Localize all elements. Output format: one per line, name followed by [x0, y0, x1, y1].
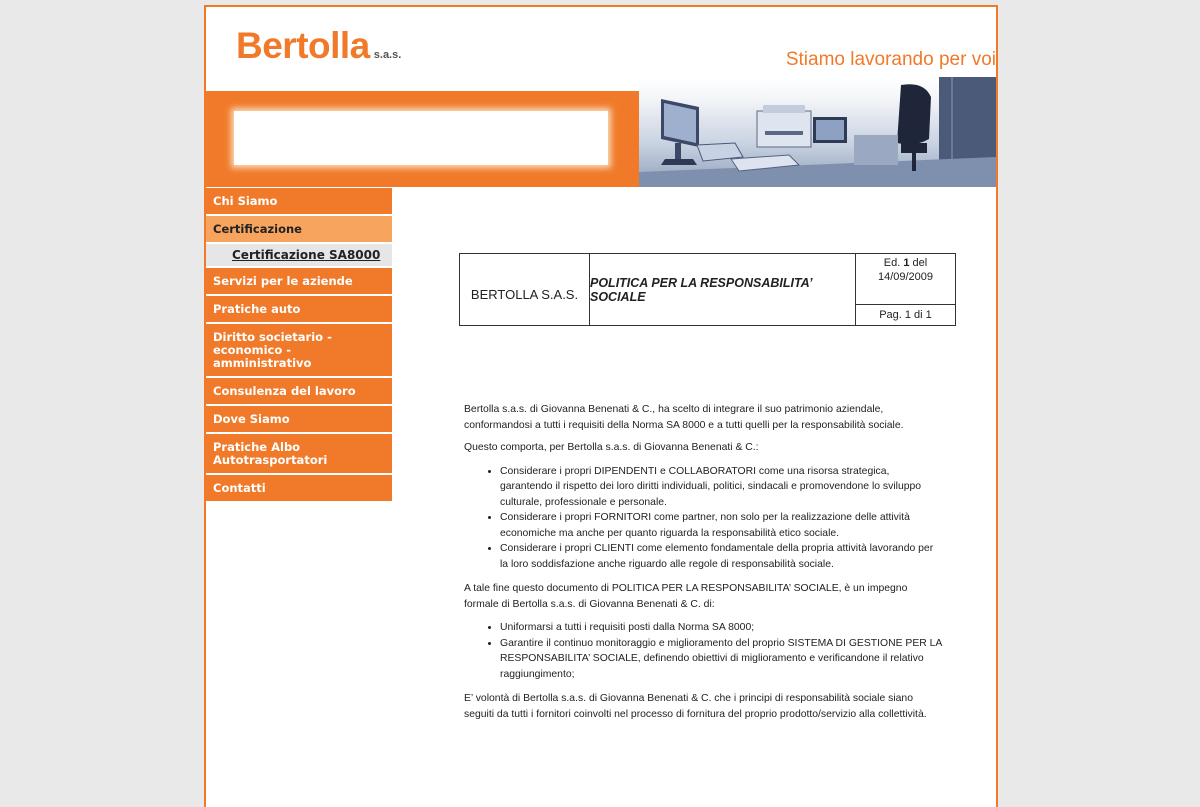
logo-suffix: s.a.s. — [373, 49, 402, 61]
page-frame — [204, 5, 998, 807]
logo-text: Bertolla — [236, 25, 370, 66]
list-item: • Garantire il continuo monitoraggio e miglioramento del proprio SISTEMA DI GESTIONE PER LA RESPONSABILITA’ SOCIALE, definendo obiettivi di miglioramento e verificandone il relativo raggiungimento; — [500, 636, 944, 683]
doc-intro: Bertolla s.a.s. di Giovanna Benenati & C., ha scelto di integrare il suo patrimonio aziendale, conformandosi a tutti i requisiti della Norma SA 8000 e a tutti quelli per la responsabilità sociale. — [464, 404, 904, 431]
document-header-table — [459, 253, 956, 326]
edition-prefix: Ed. — [883, 257, 901, 269]
list-item: • Uniformarsi a tutti i requisiti posti dalla Norma SA 8000; — [500, 620, 944, 636]
nav-item-diritto-societario[interactable]: Diritto societario - economico - amministrativo — [206, 324, 392, 378]
banner-orange — [206, 91, 639, 187]
doc-closing: E’ volontà di Bertolla s.a.s. di Giovanna Benenati & C. che i principi di responsabilità sociale siano seguiti da tutti i fornitori coinvolti nel processo di fornitura del proprio prodotto/servizio alla collettività. — [464, 693, 927, 720]
office-illustration — [639, 77, 996, 187]
list-item: • Considerare i propri FORNITORI come partner, non solo per la realizzazione delle attività economiche ma anche per quanto riguarda la responsabilità etico sociale. — [500, 510, 944, 541]
nav-item-consulenza-lavoro[interactable]: Consulenza del lavoro — [206, 378, 392, 406]
list-item: • Considerare i propri DIPENDENTI e COLLABORATORI come una risorsa strategica, garantendo il rispetto dei loro diritti individuali, politici, sindacali e promovendone lo sviluppo culturale, professionale e personale. — [500, 464, 944, 511]
nav-item-dove-siamo[interactable]: Dove Siamo — [206, 406, 392, 434]
nav-item-pratiche-auto[interactable]: Pratiche auto — [206, 296, 392, 324]
doc-fine: A tale fine questo documento di POLITICA PER LA RESPONSABILITA’ SOCIALE, è un impegno formale di Bertolla s.a.s. di Giovanna Benenati & C. di: — [464, 583, 908, 610]
document-title: POLITICA PER LA RESPONSABILITA’ SOCIALE — [590, 254, 856, 325]
document-edition — [856, 254, 955, 305]
document-body — [464, 402, 944, 729]
header-tagline: Stiamo lavorando per voi — [785, 49, 996, 70]
nav-item-certificazione[interactable]: Certificazione — [206, 216, 392, 244]
site-logo[interactable] — [236, 25, 401, 67]
policy-document — [448, 247, 968, 767]
doc-list-objectives — [464, 620, 944, 682]
nav-item-albo-autotrasportatori[interactable]: Pratiche Albo Autotrasportatori — [206, 434, 392, 475]
doc-comporta: Questo comporta, per Bertolla s.a.s. di Giovanna Benenati & C.: — [464, 442, 759, 453]
document-meta — [856, 254, 955, 325]
edition-number: 1 — [903, 257, 910, 269]
document-company: BERTOLLA S.A.S. — [460, 254, 590, 325]
sidebar-nav — [206, 188, 392, 503]
nav-item-servizi[interactable]: Servizi per le aziende — [206, 268, 392, 296]
edition-del: del — [912, 257, 928, 269]
nav-item-contatti[interactable]: Contatti — [206, 475, 392, 503]
nav-subitem-certificazione-sa8000[interactable]: Certificazione SA8000 — [206, 244, 392, 268]
office-photo — [639, 77, 996, 187]
nav-item-chi-siamo[interactable]: Chi Siamo — [206, 188, 392, 216]
edition-date: 14/09/2009 — [877, 271, 934, 283]
banner-white-box — [234, 111, 608, 165]
document-page: Pag. 1 di 1 — [879, 309, 932, 321]
list-item: • Considerare i propri CLIENTI come elemento fondamentale della propria attività lavorando per la loro soddisfazione anche riguardo alle regole di responsabilità sociale. — [500, 541, 944, 572]
doc-list-commitments — [464, 464, 944, 573]
